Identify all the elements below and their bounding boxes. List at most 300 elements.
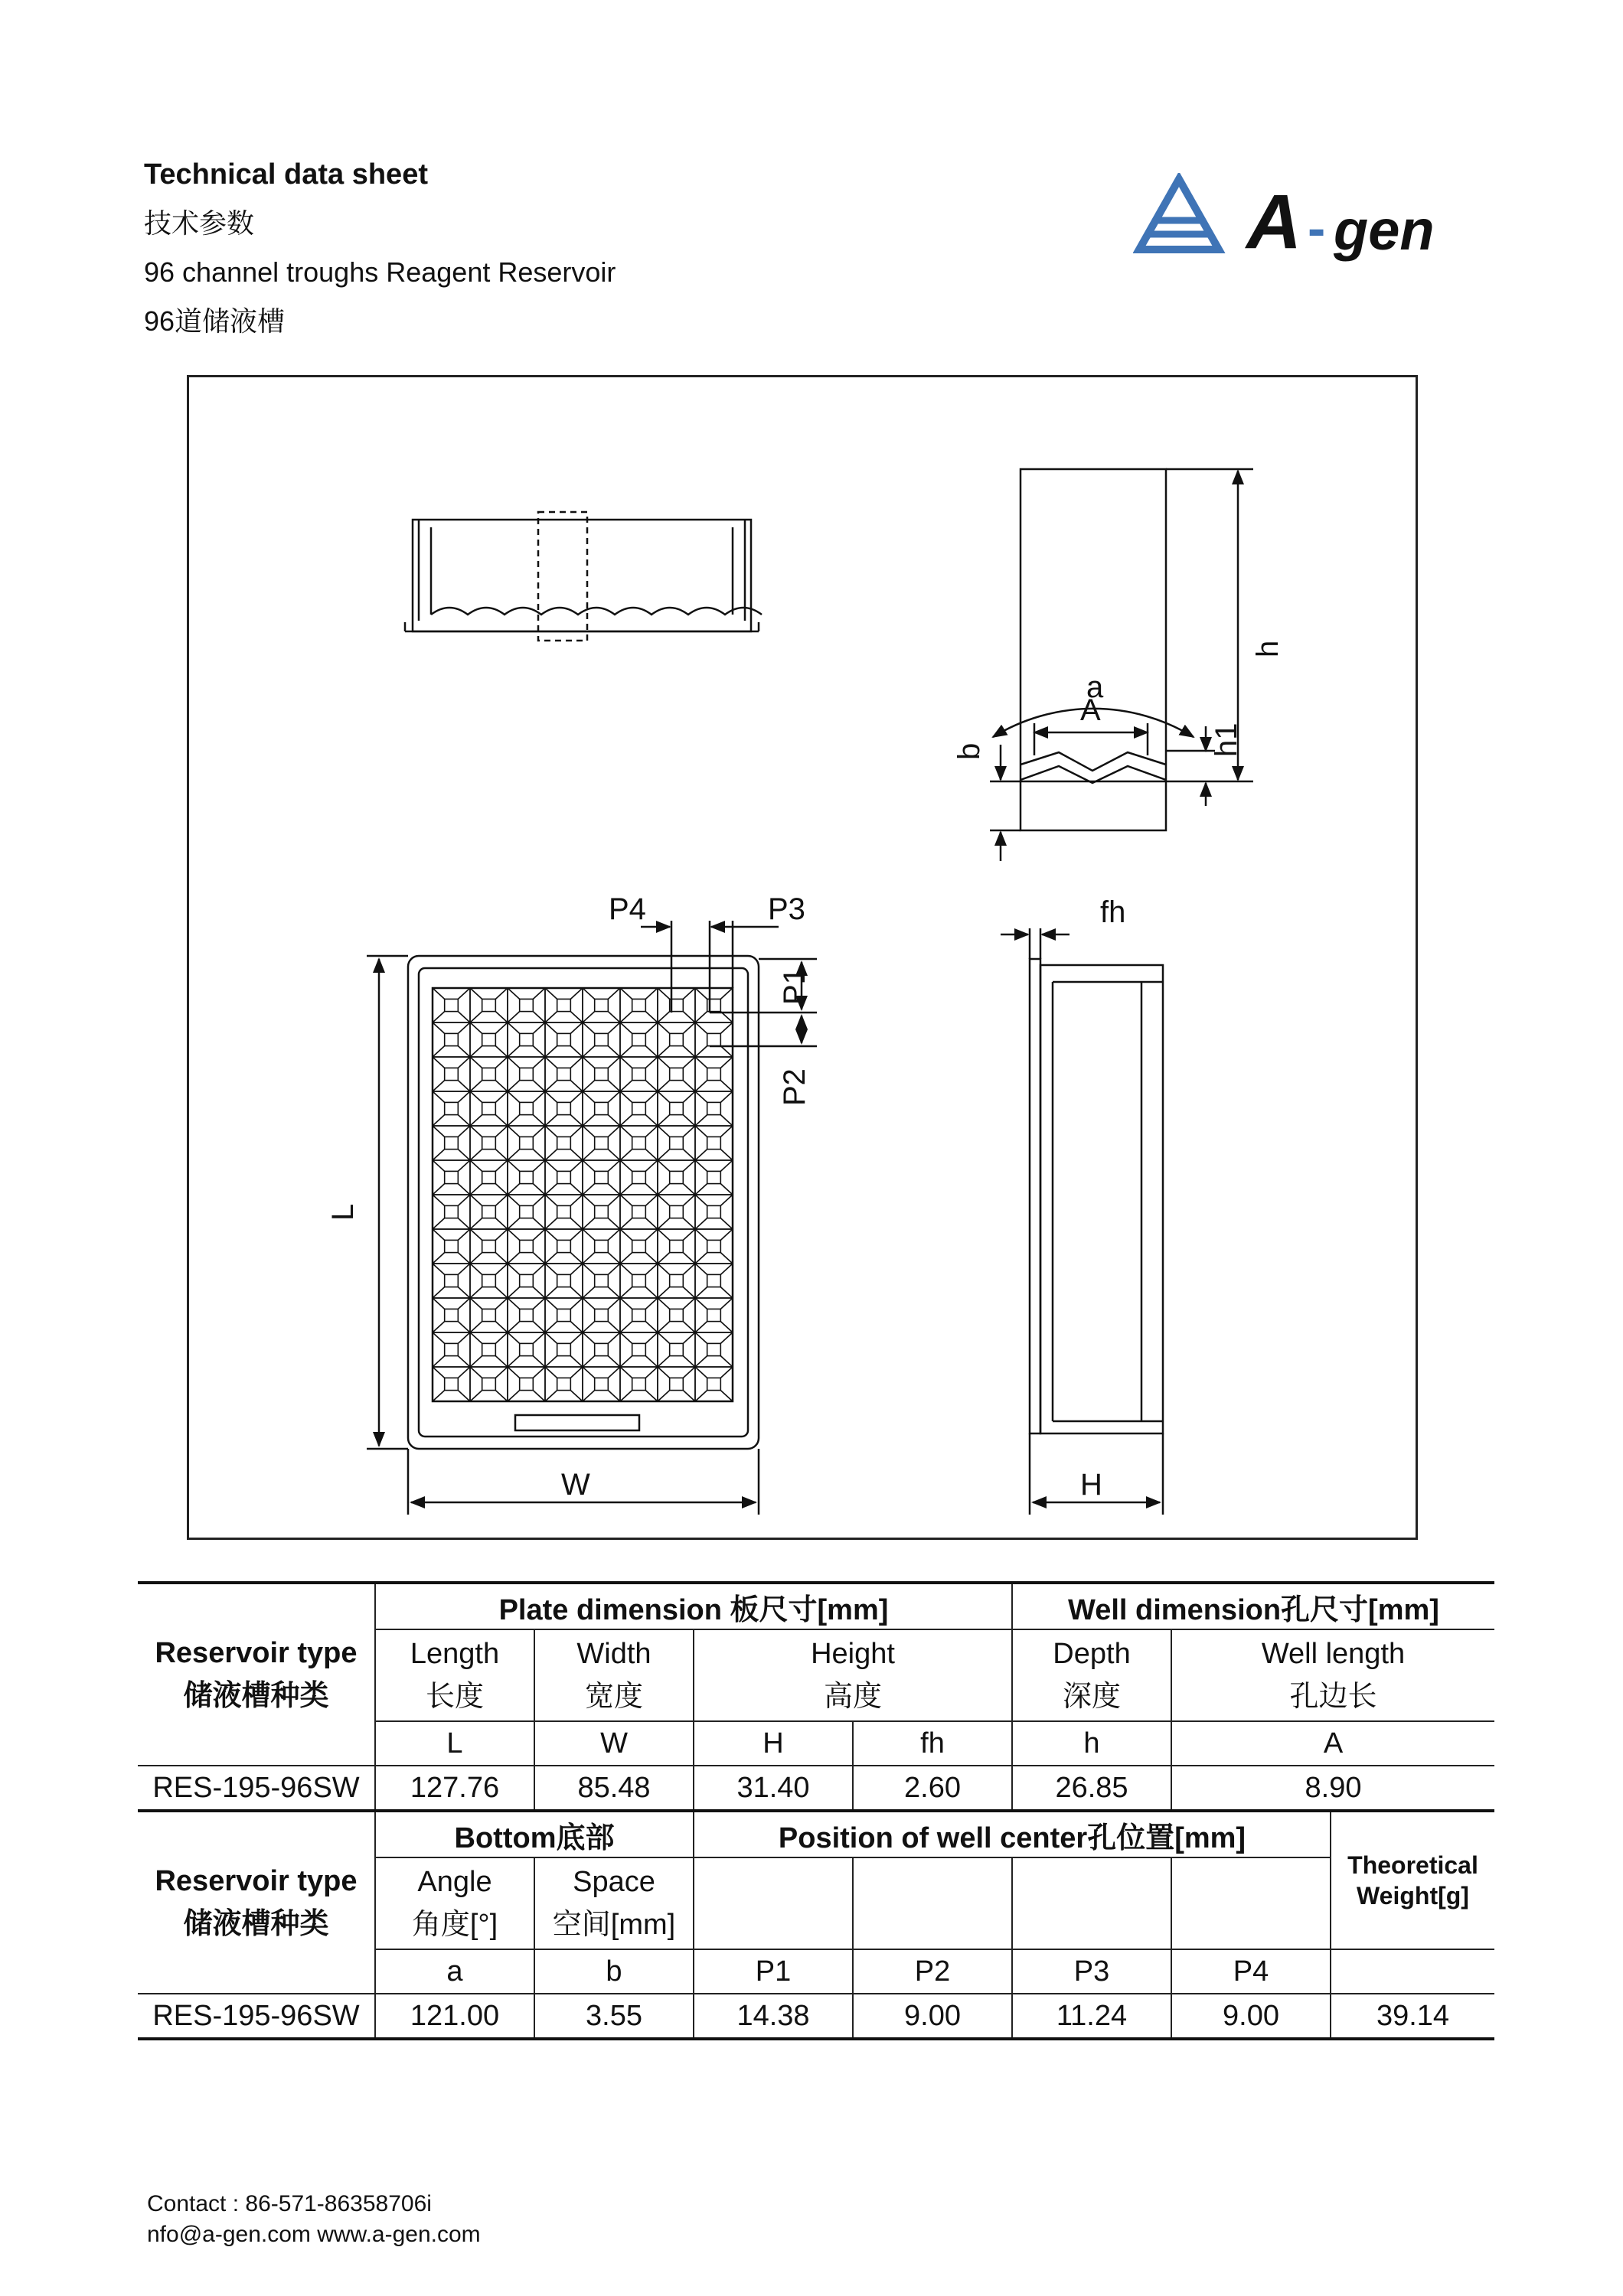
well-edge [570,1264,583,1274]
well-edge [570,1115,583,1126]
well-bottom [482,1102,496,1114]
well-edge [720,1356,733,1367]
well-edge [720,1298,733,1309]
plate-side-view [1001,928,1163,1515]
label-H: H [1080,1468,1102,1502]
well-edge [683,1081,695,1091]
well-edge [658,1391,670,1401]
well-edge [620,1367,632,1378]
well-bottom [482,1378,496,1390]
well-edge [458,1322,470,1332]
symbol-b: b [534,1949,694,1994]
product-name-cn: 96道储液槽 [144,305,286,337]
well-edge [608,1218,620,1229]
symbol-a: a [375,1949,534,1994]
well-edge [570,1126,583,1137]
well-edge [508,1367,520,1378]
well-length-label-cn: 孔边长 [1289,1681,1377,1713]
value-L: 127.76 [375,1766,534,1811]
well-edge [658,1253,670,1264]
well-edge [495,1081,508,1091]
well-edge [695,1091,707,1102]
well-edge [720,1150,733,1160]
well-edge [470,1264,482,1274]
well-edge [508,1150,520,1160]
symbol-weight-empty [1331,1949,1494,1994]
well-edge [495,1367,508,1378]
well-edge [570,1046,583,1057]
well-edge [570,1091,583,1102]
well-edge [508,1126,520,1137]
well-edge [533,1081,545,1091]
well-edge [620,1150,632,1160]
well-edge [645,1253,658,1264]
label-b: b [952,742,986,760]
well-edge [433,1046,445,1057]
well-edge [433,1184,445,1195]
well-edge [470,1356,482,1367]
well-edge [570,1150,583,1160]
position-empty-4 [1171,1857,1331,1949]
well-edge [608,1057,620,1068]
well-bottom [595,1343,609,1355]
symbol-P3: P3 [1012,1949,1171,1994]
well-edge [545,988,557,999]
well-bottom [707,1274,721,1287]
well-edge [495,1253,508,1264]
well-edge [533,1150,545,1160]
table-row [138,1766,1494,1811]
well-edge [695,1012,707,1022]
well-bottom [632,1137,646,1149]
logo-text-a: A [1246,179,1302,265]
width-label-cn: 宽度 [584,1681,643,1713]
well-edge [433,1126,445,1137]
well-edge [608,1115,620,1126]
well-edge [470,1022,482,1033]
well-bottom [557,999,571,1011]
well-bottom [520,1378,534,1390]
well-edge [720,1287,733,1298]
well-bottom [707,1343,721,1355]
well-edge [470,1081,482,1091]
well-edge [470,1287,482,1298]
position-empty-1 [694,1857,853,1949]
well-edge [608,1126,620,1137]
table-row [138,1994,1494,2039]
contact-phone: Contact : 86-571-86358706i [147,2191,432,2216]
well-edge [495,1012,508,1022]
well-bottom [482,1033,496,1045]
well-bottom [632,1102,646,1114]
well-bottom [670,1309,684,1321]
well-edge [620,1253,632,1264]
well-edge [470,1332,482,1343]
well-edge [608,1264,620,1274]
well-edge [470,1160,482,1171]
well-bottom [482,1068,496,1080]
height-header [694,1629,1012,1721]
well-edge [470,1150,482,1160]
well-edge [570,1184,583,1195]
well-bottom [670,1102,684,1114]
well-edge [533,1253,545,1264]
value-weight: 39.14 [1331,1994,1494,2039]
well-edge [695,988,707,999]
well-edge [583,988,595,999]
well-bottom [707,1171,721,1183]
well-edge [470,1046,482,1057]
well-bottom [632,1240,646,1252]
well-edge [720,1046,733,1057]
well-edge [583,1150,595,1160]
well-edge [720,1091,733,1102]
well-bottom [595,1205,609,1218]
reservoir-type-header [138,1583,375,1766]
well-edge [508,1391,520,1401]
well-edge [683,1253,695,1264]
well-bottom [632,1068,646,1080]
well-bottom [445,1137,459,1149]
well-edge [620,1287,632,1298]
well-bottom [632,1378,646,1390]
well-bottom [445,1309,459,1321]
well-edge [658,1091,670,1102]
logo-text-gen: gen [1334,198,1435,262]
well-bottom [595,1309,609,1321]
well-edge [495,1229,508,1240]
well-edge [470,1229,482,1240]
well-edge [583,1057,595,1068]
well-edge [458,1287,470,1298]
well-edge [620,1081,632,1091]
well-bottom [482,1309,496,1321]
well-edge [495,1184,508,1195]
well-edge [658,1184,670,1195]
well-bottom [445,1378,459,1390]
well-edge [433,1012,445,1022]
well-edge [583,1046,595,1057]
well-edge [608,1367,620,1378]
logo-triangle [1139,179,1219,249]
well-edge [533,1332,545,1343]
well-edge [658,988,670,999]
well-edge [508,1322,520,1332]
well-edge [608,1322,620,1332]
well-bottom [445,1171,459,1183]
well-edge [508,1022,520,1033]
well-edge [658,1298,670,1309]
well-edge [458,1298,470,1309]
spec-table [138,1581,1494,2040]
row2-type: RES-195-96SW [138,1994,375,2039]
well-edge [470,1391,482,1401]
well-bottom [595,1068,609,1080]
well-edge [533,1160,545,1171]
side-section-view [405,512,762,641]
well-bottom [595,1137,609,1149]
well-edge [683,1160,695,1171]
well-edge [458,1150,470,1160]
well-bottom [595,1378,609,1390]
well-edge [570,1218,583,1229]
well-edge [608,1287,620,1298]
well-bottom [557,1068,571,1080]
well-edge [458,1126,470,1137]
well-edge [695,1115,707,1126]
well-edge [683,1115,695,1126]
well-edge [508,1012,520,1022]
well-edge [683,1057,695,1068]
well-bottom [670,1378,684,1390]
well-edge [433,1081,445,1091]
well-edge [695,1160,707,1171]
well-edge [645,988,658,999]
well-edge [683,1126,695,1137]
well-edge [545,1332,557,1343]
well-edge [645,1332,658,1343]
well-bottom [595,1033,609,1045]
space-label-cn: 空间[mm] [552,1909,676,1941]
well-bottom [445,1343,459,1355]
well-edge [620,1229,632,1240]
well-edge [620,1091,632,1102]
well-edge [695,1367,707,1378]
well-edge [458,1253,470,1264]
well-edge [545,1229,557,1240]
document-title-cn: 技术参数 [144,207,255,239]
well-edge [620,1391,632,1401]
well-edge [458,1264,470,1274]
well-bottom [707,1033,721,1045]
well-edge [533,1195,545,1205]
well-edge [545,1298,557,1309]
well-edge [570,1081,583,1091]
well-edge [608,1150,620,1160]
well-edge [545,1253,557,1264]
label-W: W [561,1468,590,1502]
well-edge [645,1322,658,1332]
well-edge [458,1081,470,1091]
well-edge [695,1195,707,1205]
value-a: 121.00 [375,1994,534,2039]
well-bottom [557,1033,571,1045]
well-bottom [595,999,609,1011]
well-bottom-top [1020,752,1166,771]
plate-body [1040,965,1163,1433]
technical-drawing [187,375,1418,1540]
well-bottom [557,1378,571,1390]
reservoir-type-label-cn: 储液槽种类 [183,1680,329,1712]
well-edge [658,1287,670,1298]
well-edge [433,988,445,999]
well-edge [545,1057,557,1068]
well-edge [720,1332,733,1343]
label-h1: h1 [1210,722,1243,757]
well-edge [545,1264,557,1274]
theoretical-label: Theoretical [1347,1851,1478,1879]
well-bottom [445,1068,459,1080]
bottom-header: Bottom底部 [375,1811,694,1857]
well-edge [695,1229,707,1240]
well-edge [545,1184,557,1195]
well-bottom [520,999,534,1011]
well-bottom [670,1171,684,1183]
length-header [375,1629,534,1721]
well-edge [533,1115,545,1126]
well-edge [620,1264,632,1274]
well-edge [545,1391,557,1401]
weight-label: Weight[g] [1357,1882,1469,1910]
label-P2: P2 [778,1068,812,1106]
well-edge [645,1287,658,1298]
well-edge [695,1218,707,1229]
well-edge [508,1081,520,1091]
well-edge [433,1391,445,1401]
well-bottom [557,1309,571,1321]
well-edge [695,1150,707,1160]
value-h: 26.85 [1012,1766,1171,1811]
well-edge [720,1022,733,1033]
well-edge [508,988,520,999]
well-edge [570,1057,583,1068]
well-edge [683,1218,695,1229]
product-name: 96 channel troughs Reagent Reservoir [144,256,616,288]
well-edge [645,1046,658,1057]
well-edge [683,1091,695,1102]
well-edge [608,1091,620,1102]
well-edge [645,1184,658,1195]
well-edge [695,1081,707,1091]
well-edge [545,1367,557,1378]
well-edge [570,1012,583,1022]
well-edge [620,1057,632,1068]
well-bottom [670,1137,684,1149]
well-edge [683,1367,695,1378]
well-edge [695,1253,707,1264]
well-edge [645,1160,658,1171]
contact-web: nfo@a-gen.com www.a-gen.com [147,2222,481,2247]
well-edge [720,1184,733,1195]
well-edge [570,1253,583,1264]
well-edge [583,1218,595,1229]
well-edge [720,1160,733,1171]
height-label-cn: 高度 [823,1681,882,1713]
well-edge [645,1115,658,1126]
well-edge [433,1298,445,1309]
well-detail-view [990,469,1253,861]
well-edge [658,1195,670,1205]
well-edge [470,1184,482,1195]
well-bottom [520,1343,534,1355]
well-edge [608,1391,620,1401]
label-well-length-A: A [1080,693,1101,727]
well-bottom [707,1205,721,1218]
well-edge [458,1012,470,1022]
well-edge [470,1322,482,1332]
value-b: 3.55 [534,1994,694,2039]
well-edge [433,1115,445,1126]
well-edge [545,1195,557,1205]
well-bottom [632,999,646,1011]
well-bottom [520,1240,534,1252]
well-edge [458,1356,470,1367]
well-edge [620,1126,632,1137]
symbol-L: L [375,1721,534,1766]
well-edge [608,1184,620,1195]
well-dimension-header: Well dimension孔尺寸[mm] [1012,1583,1494,1629]
well-edge [608,988,620,999]
well-edge [533,988,545,999]
well-edge [458,1367,470,1378]
well-bottom [707,1102,721,1114]
well-edge [695,1332,707,1343]
well-edge [545,1046,557,1057]
depth-label: Depth [1053,1638,1131,1670]
well-edge [620,1218,632,1229]
well-edge [533,1012,545,1022]
well-bottom [445,1240,459,1252]
well-edge [720,988,733,999]
well-edge [433,1160,445,1171]
well-edge [508,1160,520,1171]
well-edge [683,1022,695,1033]
well-edge [658,1218,670,1229]
well-bottom [670,1033,684,1045]
well-bottom [482,1205,496,1218]
well-edge [458,1160,470,1171]
well-edge [645,1126,658,1137]
well-bottom [520,1102,534,1114]
well-edge [683,1391,695,1401]
well-edge [620,1022,632,1033]
well-edge [695,1391,707,1401]
well-edge [683,1332,695,1343]
well-edge [508,1091,520,1102]
label-P3: P3 [768,892,805,926]
well-bottom [482,1274,496,1287]
well-edge [508,1264,520,1274]
well-edge [620,988,632,999]
well-edge [695,1298,707,1309]
well-edge [470,1091,482,1102]
well-grid [433,988,733,1401]
symbol-fh: fh [853,1721,1012,1766]
reservoir-type-header-2 [138,1811,375,1994]
well-edge [720,1126,733,1137]
well-edge [533,1022,545,1033]
well-edge [695,1022,707,1033]
well-edge [533,1184,545,1195]
well-bottom [482,1171,496,1183]
well-edge [508,1332,520,1343]
well-bottom [520,1274,534,1287]
well-edge [645,1264,658,1274]
well-edge [720,1367,733,1378]
well-edge [570,1022,583,1033]
well-edge [583,1322,595,1332]
well-edge [658,1046,670,1057]
width-header [534,1629,694,1721]
well-edge [458,988,470,999]
well-edge [533,1367,545,1378]
well-edge [470,1195,482,1205]
well-edge [470,1253,482,1264]
well-edge [508,1298,520,1309]
well-edge [695,1356,707,1367]
depth-header [1012,1629,1171,1721]
well-edge [683,1322,695,1332]
